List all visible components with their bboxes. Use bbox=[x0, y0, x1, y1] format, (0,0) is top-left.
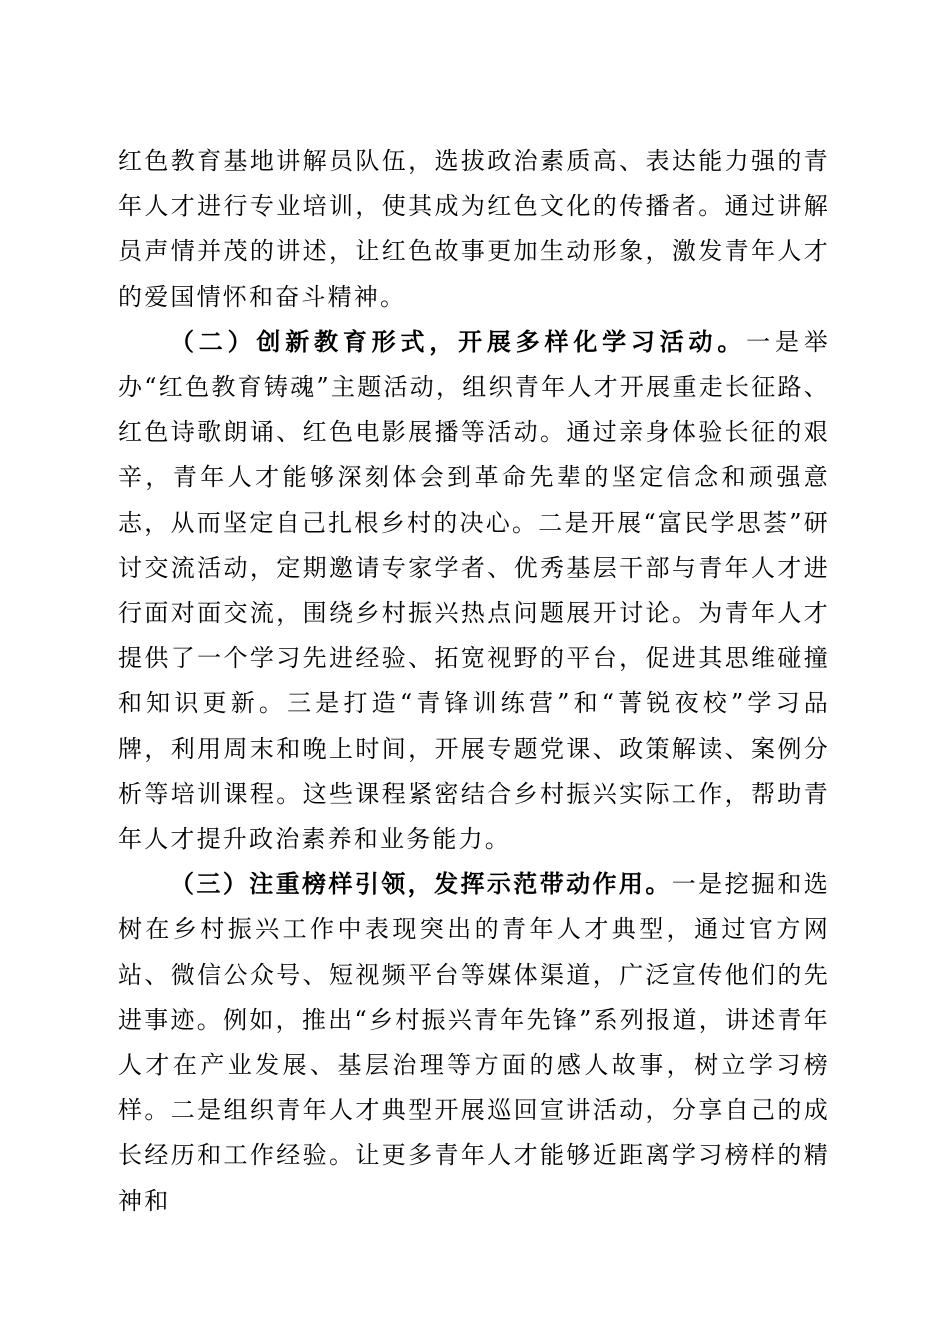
section-2-heading: （二）创新教育形式，开展多样化学习活动。 bbox=[170, 327, 747, 356]
paragraph-section-2-innovative-education bbox=[118, 320, 830, 862]
paragraph-red-education-guides bbox=[118, 139, 830, 320]
section-3-heading: （三）注重榜样引领，发挥示范带动作用。 bbox=[170, 870, 672, 899]
paragraph-section-3-role-models bbox=[118, 862, 830, 1224]
document-body bbox=[118, 139, 830, 1224]
paragraph-text: 红色教育基地讲解员队伍，选拔政治素质高、表达能力强的青年人才进行专业培训，使其成为红色文化的传播者。通过讲解员声情并茂的讲述，让红色故事更加生动形象，激发青年人才的爱国情怀和奋斗精神。 bbox=[118, 147, 830, 311]
paragraph-text: 一是举办“红色教育铸魂”主题活动，组织青年人才开展重走长征路、红色诗歌朗诵、红色电影展播等活动。通过亲身体验长征的艰辛，青年人才能够深刻体会到革命先辈的坚定信念和顽强意志，从而坚定自己扎根乡村的决心。二是开展“富民学思荟”研讨交流活动，定期邀请专家学者、优秀基层干部与青年人才进行面对面交流，围绕乡村振兴热点问题展开讨论。为青年人才提供了一个学习先进经验、拓宽视野的平台，促进其思维碰撞和知识更新。三是打造“青锋训练营”和“菁锐夜校”学习品牌，利用周末和晚上时间，开展专题党课、政策解读、案例分析等培训课程。这些课程紧密结合乡村振兴实际工作，帮助青年人才提升政治素养和业务能力。 bbox=[118, 327, 830, 854]
paragraph-text: 一是挖掘和选树在乡村振兴工作中表现突出的青年人才典型，通过官方网站、微信公众号、短视频平台等媒体渠道，广泛宣传他们的先进事迹。例如，推出“乡村振兴青年先锋”系列报道，讲述青年人才在产业发展、基层治理等方面的感人故事，树立学习榜样。二是组织青年人才典型开展巡回宣讲活动，分享自己的成长经历和工作经验。让更多青年人才能够近距离学习榜样的精神和 bbox=[118, 870, 830, 1215]
